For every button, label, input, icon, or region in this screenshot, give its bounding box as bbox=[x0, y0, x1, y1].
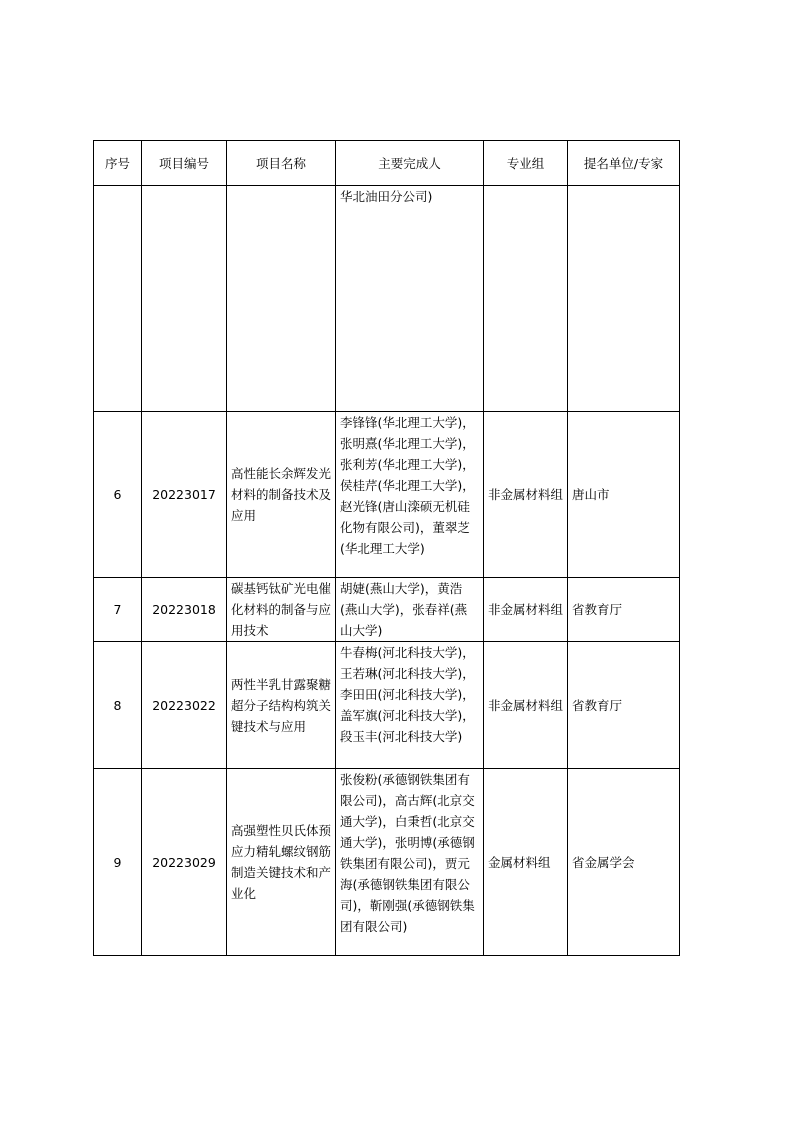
cell-contributors: 胡婕(燕山大学)，黄浩(燕山大学)，张春祥(燕山大学) bbox=[336, 578, 484, 642]
header-project-code: 项目编号 bbox=[142, 141, 227, 186]
cell-project-code: 20223018 bbox=[142, 578, 227, 642]
cell-serial bbox=[94, 186, 142, 412]
cell-group bbox=[484, 186, 568, 412]
header-serial: 序号 bbox=[94, 141, 142, 186]
cell-project-name: 碳基钙钛矿光电催化材料的制备与应用技术 bbox=[227, 578, 336, 642]
cell-nominator: 唐山市 bbox=[568, 412, 680, 578]
table-row bbox=[94, 769, 680, 956]
table-row bbox=[94, 412, 680, 578]
cell-project-code bbox=[142, 186, 227, 412]
cell-project-code: 20223022 bbox=[142, 642, 227, 769]
cell-serial: 8 bbox=[94, 642, 142, 769]
cell-nominator: 省教育厅 bbox=[568, 578, 680, 642]
cell-contributors: 牛春梅(河北科技大学)，王若琳(河北科技大学)，李田田(河北科技大学)，盖军旗(河北科技大学)，段玉丰(河北科技大学) bbox=[336, 642, 484, 769]
cell-project-code: 20223029 bbox=[142, 769, 227, 956]
cell-contributors: 华北油田分公司) bbox=[336, 186, 484, 412]
cell-project-code: 20223017 bbox=[142, 412, 227, 578]
header-main-contributors: 主要完成人 bbox=[336, 141, 484, 186]
cell-project-name: 高性能长余辉发光材料的制备技术及应用 bbox=[227, 412, 336, 578]
header-project-name: 项目名称 bbox=[227, 141, 336, 186]
header-specialty-group: 专业组 bbox=[484, 141, 568, 186]
table-row bbox=[94, 642, 680, 769]
cell-group: 非金属材料组 bbox=[484, 578, 568, 642]
cell-contributors: 李锋锋(华北理工大学)，张明熹(华北理工大学)，张利芳(华北理工大学)，侯桂芹(华北理工大学)，赵光锋(唐山滦硕无机硅化物有限公司)，董翠芝(华北理工大学) bbox=[336, 412, 484, 578]
table-row bbox=[94, 186, 680, 412]
awards-table bbox=[93, 140, 680, 956]
cell-project-name bbox=[227, 186, 336, 412]
cell-serial: 9 bbox=[94, 769, 142, 956]
cell-nominator bbox=[568, 186, 680, 412]
cell-nominator: 省金属学会 bbox=[568, 769, 680, 956]
table-row bbox=[94, 578, 680, 642]
cell-contributors: 张俊粉(承德钢铁集团有限公司)，高古辉(北京交通大学)，白秉哲(北京交通大学)，张明博(承德钢铁集团有限公司)，贾元海(承德钢铁集团有限公司)，靳刚强(承德钢铁集团有限公司) bbox=[336, 769, 484, 956]
cell-group: 非金属材料组 bbox=[484, 412, 568, 578]
cell-group: 非金属材料组 bbox=[484, 642, 568, 769]
cell-serial: 6 bbox=[94, 412, 142, 578]
cell-project-name: 高强塑性贝氏体预应力精轧螺纹钢筋制造关键技术和产业化 bbox=[227, 769, 336, 956]
table-header-row bbox=[94, 141, 680, 186]
cell-group: 金属材料组 bbox=[484, 769, 568, 956]
cell-project-name: 两性半乳甘露聚糖超分子结构构筑关键技术与应用 bbox=[227, 642, 336, 769]
header-nominator: 提名单位/专家 bbox=[568, 141, 680, 186]
cell-serial: 7 bbox=[94, 578, 142, 642]
cell-nominator: 省教育厅 bbox=[568, 642, 680, 769]
